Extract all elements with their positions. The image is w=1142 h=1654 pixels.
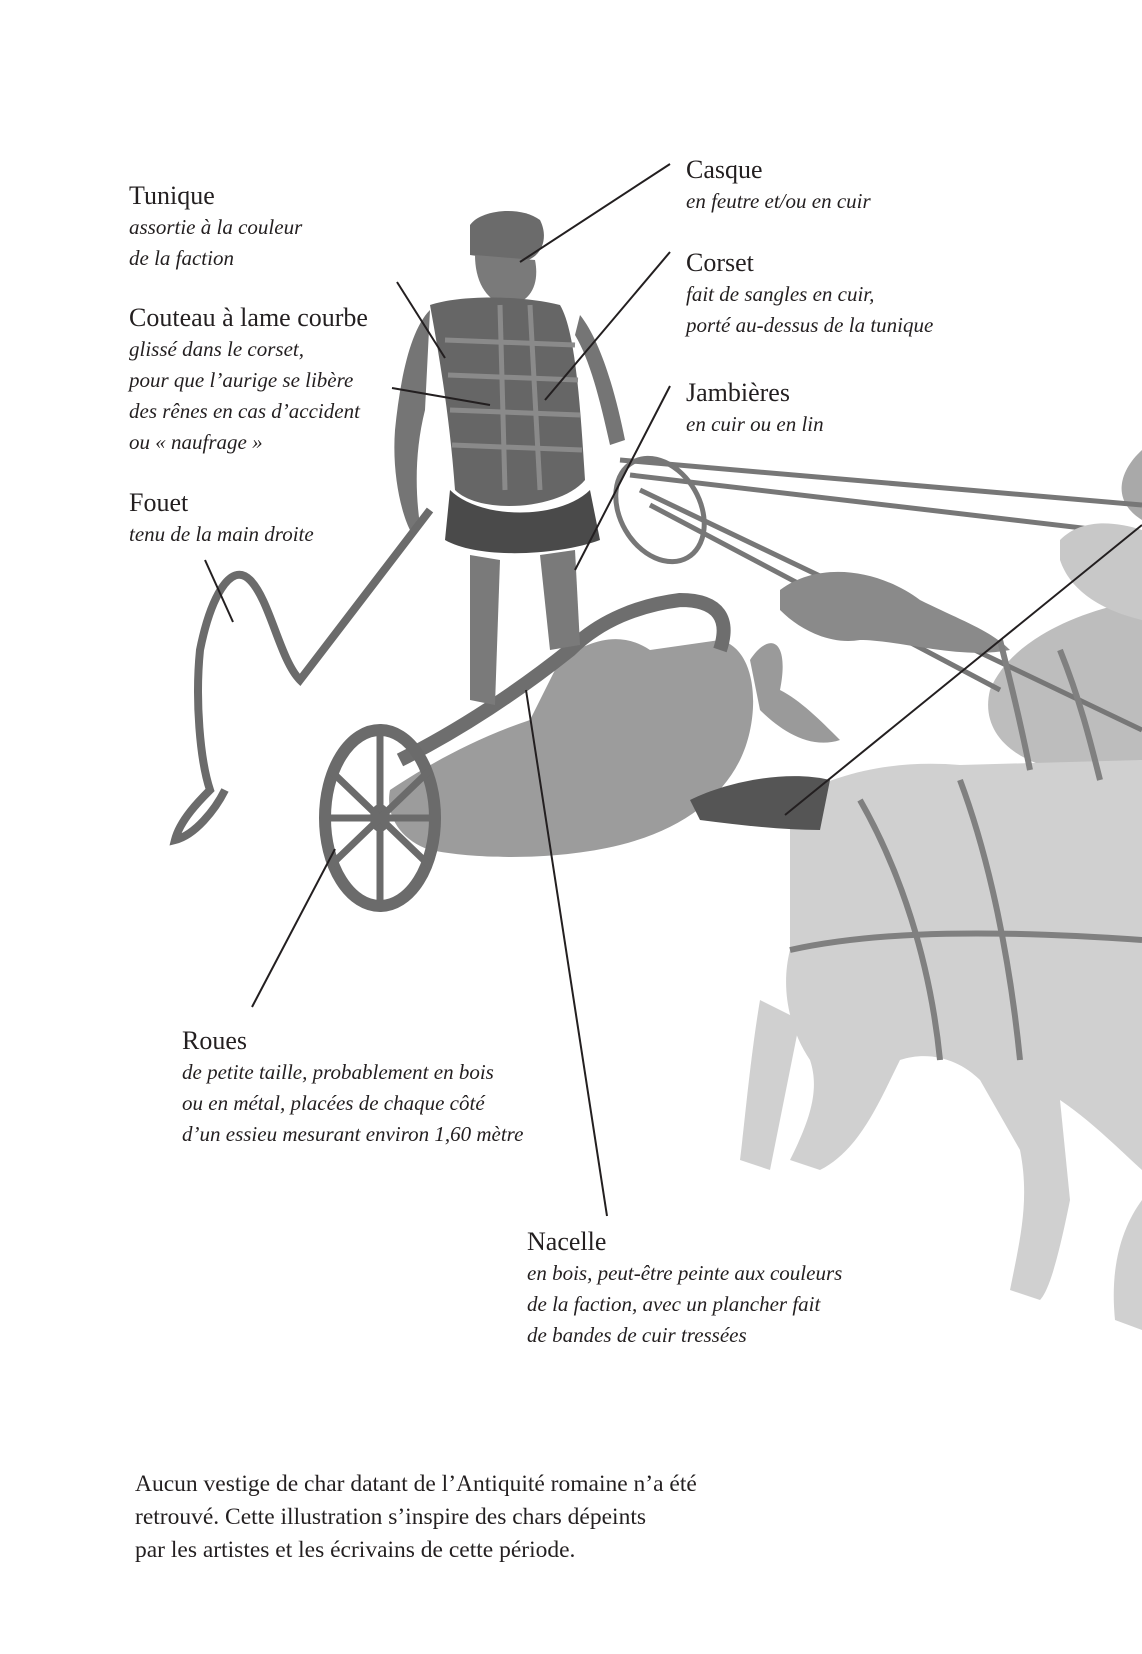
- label-roues-line: ou en métal, placées de chaque côté: [182, 1091, 485, 1115]
- leader-casque: [520, 164, 670, 262]
- horse-head-far: [1060, 523, 1142, 620]
- caption: [135, 1468, 835, 1567]
- plume: [750, 643, 840, 743]
- label-roues-line: de petite taille, probablement en bois: [182, 1060, 494, 1084]
- label-couteau-line: ou « naufrage »: [129, 430, 263, 454]
- label-tunique-line: assortie à la couleur: [129, 215, 303, 239]
- label-fouet: [129, 487, 314, 550]
- label-couteau: [129, 302, 368, 458]
- label-nacelle: [527, 1226, 842, 1351]
- label-casque-title: Casque: [686, 155, 763, 184]
- label-roues: [182, 1025, 523, 1150]
- caption-line: retrouvé. Cette illustration s’inspire des chars dépeints: [135, 1504, 646, 1530]
- label-casque-line: en feutre et/ou en cuir: [686, 189, 871, 213]
- chariot-wheel: [325, 730, 435, 906]
- leader-roues: [252, 849, 335, 1007]
- label-corset-line: fait de sangles en cuir,: [686, 282, 875, 306]
- label-corset-line: porté au-dessus de la tunique: [686, 313, 934, 337]
- caption-line: Aucun vestige de char datant de l’Antiquité romaine n’a été: [135, 1471, 697, 1497]
- label-tunique-line: de la faction: [129, 246, 234, 270]
- caption-line: par les artistes et les écrivains de cette période.: [135, 1537, 576, 1563]
- label-nacelle-line: de la faction, avec un plancher fait: [527, 1292, 821, 1316]
- label-couteau-line: glissé dans le corset,: [129, 337, 304, 361]
- chariot-basket: [389, 639, 753, 857]
- label-jambieres-line: en cuir ou en lin: [686, 412, 824, 436]
- label-nacelle-line: de bandes de cuir tressées: [527, 1323, 747, 1347]
- label-corset-title: Corset: [686, 248, 754, 277]
- label-roues-title: Roues: [182, 1026, 247, 1055]
- label-casque: [686, 154, 871, 217]
- label-couteau-line: des rênes en cas d’accident: [129, 399, 360, 423]
- label-tunique: [129, 180, 302, 274]
- label-tunique-title: Tunique: [129, 181, 215, 210]
- label-couteau-line: pour que l’aurige se libère: [129, 368, 354, 392]
- label-fouet-title: Fouet: [129, 488, 189, 517]
- label-nacelle-title: Nacelle: [527, 1227, 607, 1256]
- label-jambieres: [686, 377, 824, 440]
- label-corset: [686, 247, 933, 341]
- label-couteau-title: Couteau à lame courbe: [129, 303, 368, 332]
- label-jambieres-title: Jambières: [686, 378, 790, 407]
- horse-mane: [780, 572, 1010, 653]
- label-roues-line: d’un essieu mesurant environ 1,60 mètre: [182, 1122, 524, 1146]
- label-fouet-line: tenu de la main droite: [129, 522, 314, 546]
- label-nacelle-line: en bois, peut-être peinte aux couleurs: [527, 1261, 843, 1285]
